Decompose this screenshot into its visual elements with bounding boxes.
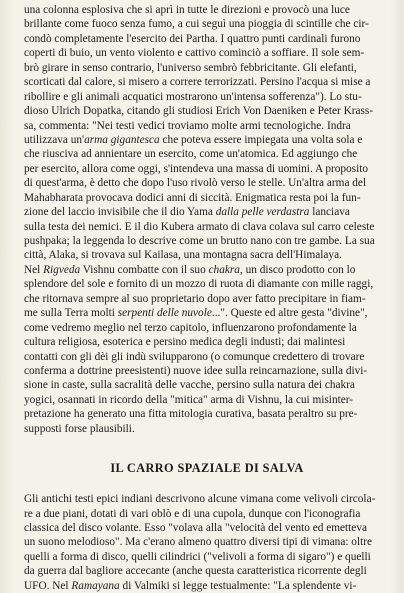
text-line: sa, commenta: "Nei testi vedici troviamo molte armi tecnologiche. Indra: [24, 119, 351, 132]
text-line: re a due piani, dotati di vari oblò e di una cupola, dunque con l'iconografia: [24, 507, 361, 520]
text-line: splendore del sole e fornito di un mozzo di ruota di diamante con mille raggi,: [24, 278, 374, 291]
text-line: di quest'arma, è detto che dopo l'uso rivolò verso le stelle. Un'altra arma del: [24, 177, 367, 190]
text-line: classica del disco volante. Esso "volava alla "velocità del vento ed emetteva: [24, 522, 367, 534]
text-line: per esercito, allora come oggi, s'intendeva una massa di uomini. A proposito: [24, 162, 369, 175]
text-line: sione in caste, sulla sacralità delle vacche, persino sulla natura dei chakra: [24, 379, 355, 392]
text-line: zione del laccio invisibile che il dio Yama dalla pelle verdastra lanciava: [24, 206, 350, 219]
spacer: [24, 480, 390, 492]
text-line: UFO. Nel Ramayana di Valmiki si legge testualmente: "La splendente vi-: [24, 579, 357, 592]
text-line: condò completamente l'esercito dei Partha. I quattro punti cardinali furono: [24, 32, 361, 45]
text-line: utilizzava un'arma gigantesca che poteva essere impiegata una volta sola e: [24, 133, 363, 146]
body-paragraph-2: [24, 492, 390, 593]
text-line: yogici, osannati in ricordo della "mitica" arma di Vishnu, la cui misinter-: [24, 393, 354, 406]
text-line: un suono melodioso". Ma c'erano almeno quattro diversi tipi di vimana: oltre: [24, 536, 372, 549]
text-line: sulla testa dei nemici. E il dio Kubera armato di clava colava sul carro celeste: [24, 220, 375, 233]
text-line: cultura religiosa, esoterica e persino medica degli industi; dai malintesi: [24, 336, 346, 349]
text-line: che riusciva ad annientare un esercito, come un'atomica. Ed aggiungo che: [24, 148, 358, 161]
text-line: ribollire e gli animali acquatici mostrarono un'intensa sofferenza"). Lo stu-: [24, 90, 362, 103]
text-line: Gli antichi testi epici indiani descrivono alcune vimana come velivoli circola-: [24, 493, 376, 506]
text-line: una colonna esplosiva che si aprì in tutte le direzioni e provocò una luce: [24, 4, 350, 16]
section-heading: IL CARRO SPAZIALE DI SALVA: [110, 461, 304, 476]
text-line: dioso Ulrich Dopatka, citando gli studiosi Erich Von Daeniken e Peter Krass-: [24, 105, 374, 118]
text-line: brò girare in senso contrario, l'universo sembrò febbricitante. Gli elefanti,: [24, 61, 357, 74]
text-line: città, Alaka, si trovava sul Kailasa, una montagna sacra dell'Himalaya.: [24, 249, 342, 262]
text-line: scorticati dal calore, si misero a correre terrorizzati. Persino l'acqua si mise a: [24, 76, 371, 89]
text-line: conferma a dottrine preesistenti) nuove idee sulla reincarnazione, sulla divi-: [24, 364, 368, 377]
text-line: da guerra dal bagliore accecante (anche questa caratteristica ricorrente degli: [24, 565, 367, 578]
text-line: me sulla Terra molti serpenti delle nuvole...". Queste ed altre gesta "divine",: [24, 307, 368, 320]
text-line: brillante come fuoco senza fumo, a cui seguì una pioggia di scintille che cir-: [24, 18, 369, 31]
text-line: pushpaka; la leggenda lo descrive come un brutto nano con tre gambe. La sua: [24, 235, 375, 247]
text-line: supposti forse plausibili.: [24, 422, 135, 435]
text-line: che ritornava sempre al suo proprietario dopo aver fatto precipitare in fiam-: [24, 292, 366, 305]
text-line: coperti di buio, un vento violento e cattivo cominciò a soffiare. Il sole sem-: [24, 47, 365, 60]
text-line: Nel Rigveda Vishnu combatte con il suo chakra, un disco prodotto con lo: [24, 263, 356, 276]
text-line: pretazione ha generato una fitta mitologia curativa, basata peraltro su pre-: [24, 408, 358, 421]
text-line: Mahabharata provocava dodici anni di siccità. Enigmatica resta poi la fun-: [24, 191, 361, 204]
text-line: quelli a forma di disco, quelli cilindrici ("velivoli a forma di sigaro") e quelli: [24, 550, 371, 563]
spacer: [24, 436, 390, 456]
body-paragraph-1: [24, 3, 390, 436]
text-line: come vedremo meglio nel terzo capitolo, influenzarono profondamente la: [24, 321, 357, 334]
text-line: contatti con gli dèi gli indù svilupparono (o comunque credettero di trovare: [24, 350, 365, 363]
